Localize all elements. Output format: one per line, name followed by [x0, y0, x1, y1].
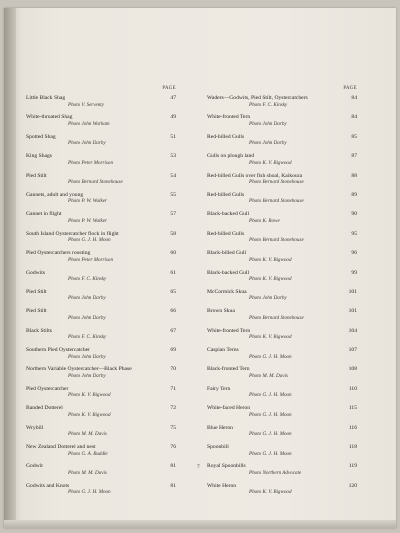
entry-title: King Shags [26, 153, 52, 160]
entry-photo-credit: Photo G. J. H. Moon [68, 489, 111, 496]
entry-photo-credit: Photo John Darby [249, 120, 287, 127]
entry-page-number: 47 [170, 95, 176, 101]
entry-title: White-faced Heron [207, 405, 251, 412]
index-column-right [207, 88, 357, 495]
entry-photo-credit: Photo John Darby [68, 314, 106, 321]
index-entry [26, 418, 176, 437]
index-entry [207, 88, 357, 107]
entry-page-number: 116 [348, 424, 357, 431]
entry-page-number: 107 [348, 347, 357, 354]
index-entry [207, 243, 357, 262]
entry-title: Brown Skua [207, 308, 235, 315]
entry-page-number: 89 [351, 191, 357, 198]
entry-page-number: 115 [348, 405, 357, 412]
entry-photo-credit: Photo K. V. Bigwood [68, 411, 111, 418]
index-entry [26, 127, 176, 146]
entry-photo-credit: Photo M. M. Davis [68, 431, 107, 438]
entry-page-number: 84 [351, 95, 357, 101]
index-entry [207, 263, 357, 282]
index-entry [207, 359, 357, 378]
index-entry [207, 107, 357, 126]
entry-photo-credit: Photo G. J. H. Moon [249, 431, 292, 438]
entry-title: Godwits and Knots [26, 482, 70, 489]
entry-photo-credit: Photo Bernard Stonehouse [249, 198, 304, 205]
entry-page-number: 87 [351, 153, 357, 160]
index-column-left [26, 88, 176, 495]
entry-photo-credit: Photo G. A. Buddle [68, 450, 108, 457]
index-entry [26, 224, 176, 243]
entry-photo-credit: Photo G. J. H. Moon [249, 411, 292, 418]
index-entry [26, 301, 176, 320]
entry-photo-credit: Photo P. W. Walker [68, 198, 108, 205]
entry-photo-credit: Photo K. V. Bigwood [249, 489, 292, 496]
index-entry [207, 476, 357, 495]
entry-page-number: 58 [170, 230, 176, 237]
entry-photo-credit: Photo K. V. Bigwood [249, 276, 292, 283]
entry-title: Caspian Terns [207, 347, 239, 354]
entry-page-number: 101 [348, 288, 357, 295]
index-entry [26, 321, 176, 340]
index-entry [207, 379, 357, 398]
entry-photo-credit: Photo K. V. Bigwood [249, 334, 292, 341]
entry-title: White-throated Shag [26, 114, 73, 121]
entry-title: White-fronted Tern [207, 327, 251, 334]
entry-title: Wrybill [26, 424, 44, 431]
index-entry [207, 301, 357, 320]
entry-photo-credit: Photo F. C. Kinsky [68, 334, 107, 341]
index-entry [207, 418, 357, 437]
entry-page-number: 57 [170, 211, 176, 218]
page-number: 7 [197, 464, 200, 470]
entry-photo-credit: Photo F. C. Kinsky [68, 276, 107, 283]
entry-page-number: 84 [351, 114, 357, 121]
entry-photo-credit: Photo G. J. H. Moon [68, 237, 111, 244]
entry-title: White-fronted Tern [207, 114, 251, 121]
entry-page-number: 119 [348, 463, 357, 470]
entry-title: Red-billed Gulls [207, 191, 245, 198]
index-entry [207, 146, 357, 165]
entry-photo-credit: Photo K. V. Bigwood [68, 392, 111, 399]
entry-title: Northern Variable Oystercatcher—Black Phase [26, 366, 132, 373]
entry-page-number: 108 [348, 366, 357, 373]
entry-page-number: 90 [351, 211, 357, 218]
index-entry [207, 204, 357, 223]
entry-photo-credit: Photo John Darby [68, 353, 106, 360]
entry-photo-credit: Photo Northern Advocate [249, 469, 302, 476]
book-spine-shadow [4, 8, 16, 528]
entry-title: Red-billed Gulls [207, 230, 245, 237]
index-entry [207, 185, 357, 204]
index-entry [207, 166, 357, 185]
entry-photo-credit: Photo G. J. H. Moon [249, 450, 292, 457]
entry-title: Pied Stilt [26, 288, 47, 295]
index-entry [26, 456, 176, 475]
entry-title: Pied Oystercatcher [26, 385, 69, 392]
page-bottom-edge [4, 520, 396, 528]
entry-photo-credit: Photo John Darby [68, 140, 106, 147]
index-entry [26, 243, 176, 262]
entry-page-number: 51 [170, 133, 176, 140]
entry-title: Gannet in flight [26, 211, 62, 218]
entry-title: Black-billed Gull [207, 250, 246, 257]
entry-photo-credit: Photo G. J. H. Moon [249, 392, 292, 399]
entry-page-number: 81 [170, 463, 176, 470]
entry-page-number: 81 [170, 482, 176, 489]
entry-title: Godwit [26, 463, 43, 470]
index-entry [26, 263, 176, 282]
index-entry [207, 456, 357, 475]
page-column-heading: PAGE [343, 86, 357, 91]
entry-photo-credit: Photo John Darby [249, 140, 287, 147]
entry-title: Black-backed Gull [207, 269, 250, 276]
entry-title: Black Stilts [26, 327, 52, 334]
entry-page-number: 88 [351, 172, 357, 179]
index-entry [207, 127, 357, 146]
entry-photo-credit: Photo Bernard Stonehouse [249, 179, 304, 186]
entry-page-number: 120 [348, 482, 357, 489]
entry-title: Godwits [26, 269, 45, 276]
entry-title: New Zealand Dotterel and nest [26, 444, 96, 451]
entry-title: Southern Pied Oystercatcher [26, 347, 90, 354]
entry-list-right [207, 88, 357, 495]
entry-page-number: 72 [170, 405, 176, 412]
index-entry [26, 282, 176, 301]
index-entry [26, 88, 176, 107]
index-entry [26, 359, 176, 378]
book-page [4, 8, 396, 528]
index-entry [26, 166, 176, 185]
entry-page-number: 54 [170, 172, 176, 179]
entry-page-number: 118 [348, 444, 357, 451]
entry-page-number: 110 [348, 385, 357, 392]
entry-page-number: 70 [170, 366, 176, 373]
index-entry [207, 437, 357, 456]
entry-page-number: 66 [170, 308, 176, 315]
index-entry [26, 185, 176, 204]
entry-photo-credit: Photo K. V. Bigwood [249, 256, 292, 263]
index-entry [26, 379, 176, 398]
entry-title: Little Black Shag [26, 95, 66, 101]
entry-title: Spotted Shag [26, 133, 56, 140]
entry-title: Red-billed Gulls [207, 133, 245, 140]
entry-photo-credit: Photo G. J. H. Moon [249, 353, 292, 360]
entry-photo-credit: Photo Bernard Stonehouse [249, 314, 304, 321]
entry-photo-credit: Photo John Warham [68, 120, 110, 127]
entry-photo-credit: Photo M. M. Davis [249, 372, 288, 379]
entry-page-number: 85 [351, 133, 357, 140]
entry-page-number: 49 [170, 114, 176, 121]
entry-title: Blue Heron [207, 424, 233, 431]
index-entry [26, 146, 176, 165]
entry-title: Fairy Tern [207, 385, 231, 392]
entry-title: Waders—Godwits, Pied Stilt, Oystercatchers [207, 95, 308, 101]
index-entry [207, 340, 357, 359]
entry-page-number: 65 [170, 288, 176, 295]
index-entry [26, 107, 176, 126]
entry-photo-credit: Photo Peter Morrison [68, 159, 113, 166]
entry-photo-credit: Photo V. Serventy [68, 101, 104, 108]
entry-list-left [26, 88, 176, 495]
entry-page-number: 60 [170, 250, 176, 257]
entry-title: Red-billed Gulls over fish shoal, Kaikoura [207, 172, 303, 179]
entry-page-number: 101 [348, 308, 357, 315]
entry-title: Pied Oystercatchers roosting [26, 250, 91, 257]
index-entry [207, 224, 357, 243]
entry-title: Pied Stilt [26, 172, 47, 179]
entry-title: Black-backed Gull [207, 211, 250, 218]
entry-page-number: 61 [170, 269, 176, 276]
entry-page-number: 69 [170, 347, 176, 354]
entry-photo-credit: Photo Bernard Stonehouse [249, 237, 304, 244]
entry-title: McCormick Skua [207, 288, 247, 295]
entry-photo-credit: Photo P. W. Walker [68, 217, 108, 224]
entry-page-number: 95 [351, 230, 357, 237]
index-entry [26, 437, 176, 456]
index-entry [26, 398, 176, 417]
entry-page-number: 67 [170, 327, 176, 334]
index-entry [26, 476, 176, 495]
entry-page-number: 75 [170, 424, 176, 431]
entry-photo-credit: Photo Bernard Stonehouse [68, 179, 123, 186]
entry-photo-credit: Photo John Darby [249, 295, 287, 302]
page-column-heading: PAGE [162, 86, 176, 91]
entry-page-number: 96 [351, 250, 357, 257]
index-entry [26, 204, 176, 223]
entry-title: Pied Stilt [26, 308, 47, 315]
entry-page-number: 71 [170, 385, 176, 392]
entry-title: White Heron [207, 482, 237, 489]
entry-title: Banded Dotterel [26, 405, 63, 412]
entry-page-number: 104 [348, 327, 357, 334]
entry-page-number: 53 [170, 153, 176, 160]
entry-title: Black-fronted Tern [207, 366, 250, 373]
entry-photo-credit: Photo K. V. Bigwood [249, 159, 292, 166]
entry-photo-credit: Photo John Darby [68, 372, 106, 379]
index-entry [207, 282, 357, 301]
index-entry [207, 321, 357, 340]
entry-page-number: 55 [170, 191, 176, 198]
entry-page-number: 76 [170, 444, 176, 451]
entry-title: Royal Spoonbills [207, 463, 246, 470]
index-entry [26, 340, 176, 359]
entry-title: Gannets, adult and young [26, 191, 84, 198]
entry-title: Gulls on plough land [207, 153, 255, 160]
entry-photo-credit: Photo M. M. Davis [68, 469, 107, 476]
entry-title: South Island Oystercatcher flock in flight [26, 230, 119, 237]
entry-photo-credit: Photo K. Rowe [249, 217, 280, 224]
entry-page-number: 99 [351, 269, 357, 276]
index-entry [207, 398, 357, 417]
entry-photo-credit: Photo Peter Morrison [68, 256, 113, 263]
entry-title: Spoonbill [207, 444, 229, 451]
entry-photo-credit: Photo John Darby [68, 295, 106, 302]
entry-photo-credit: Photo F. C. Kinsky [249, 101, 288, 108]
